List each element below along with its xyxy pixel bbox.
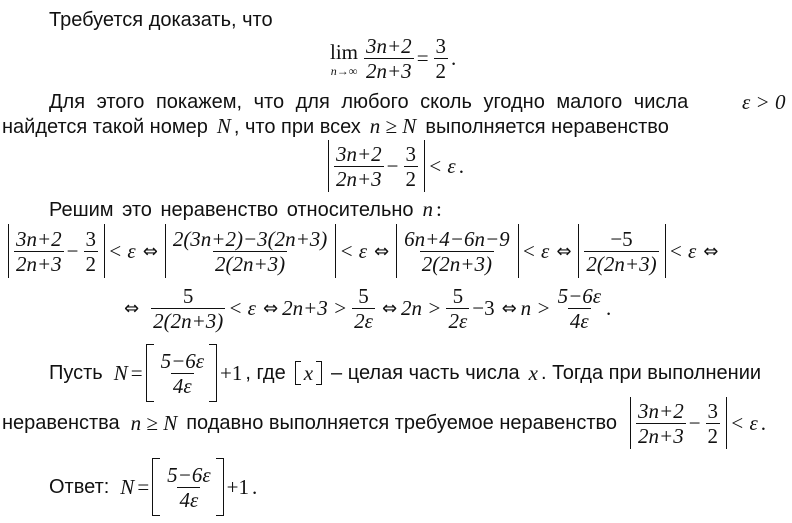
ineq-line: неравенства n ≥ N подавно выполняется требуемое неравенство $\frac{3n+2}{2n+3}$ − $\frac{3}{2}$ < ε . (2, 398, 766, 448)
var-N: N (216, 114, 231, 138)
limit-formula: lim n→∞ $\frac{3n+2}{2n+3}$ = $\frac{3}{2}$ . (330, 34, 457, 83)
lim-operator: lim n→∞ (330, 40, 359, 78)
show-text-b: найдется такой номер (2, 115, 208, 138)
show-text-c: , что при всех (233, 115, 361, 138)
show-text-d: выполняется неравенство (425, 115, 669, 138)
n-ge-N: n ≥ N (369, 114, 417, 138)
fraction-3n2-2n3: $\frac{3n+2}{2n+3}$ (366, 34, 412, 83)
fraction-3-2: $\frac{3}{2}$ (435, 34, 447, 83)
show-line-2 (2, 114, 672, 139)
solve-text: Решим это неравенство относительно (49, 198, 414, 221)
answer-line: Ответ: N = $\frac{5-6\varepsilon}{4\varepsilon}$ +1 . (49, 458, 260, 516)
show-text-a: Для этого покажем, что для любого сколь угодно малого числа (49, 91, 689, 113)
answer-label: Ответ: (49, 476, 110, 498)
solution-chain-1: $\frac{3n+2}{2n+3}$ − $\frac{3}{2}$ < ε ⇔ $\frac{2(3n+2)-3(2n+3)}{2(2n+3)}$ < ε ⇔ $\frac{6n+4-6n-9}{2(2n+3)}$ < ε ⇔ $\frac{-5}{2(2n+3)}$ < ε ⇔ (5, 224, 722, 278)
eps-gt-zero: ε > 0 (742, 90, 786, 114)
solution-chain-2: ⇔ $\frac{5}{2(2n+3)}$ < ε ⇔ 2n+3 > $\frac{5}{2\varepsilon}$ ⇔ 2n > $\frac{5}{2\varepsilon}$ −3 ⇔ n > $\frac{5-6\varepsilon}{4\varepsilon}$ . (124, 284, 612, 333)
intro-text: Требуется доказать, что (49, 9, 273, 31)
let-line: Пусть N = $\frac{5-6\varepsilon}{4\varepsilon}$ +1 , где x – целая часть числа x . Тогда при выполнении (49, 344, 764, 402)
solve-line: Решим это неравенство относительно n : (49, 197, 442, 221)
target-inequality: $\frac{3n+2}{2n+3}$ − $\frac{3}{2}$ < ε . (325, 140, 467, 192)
